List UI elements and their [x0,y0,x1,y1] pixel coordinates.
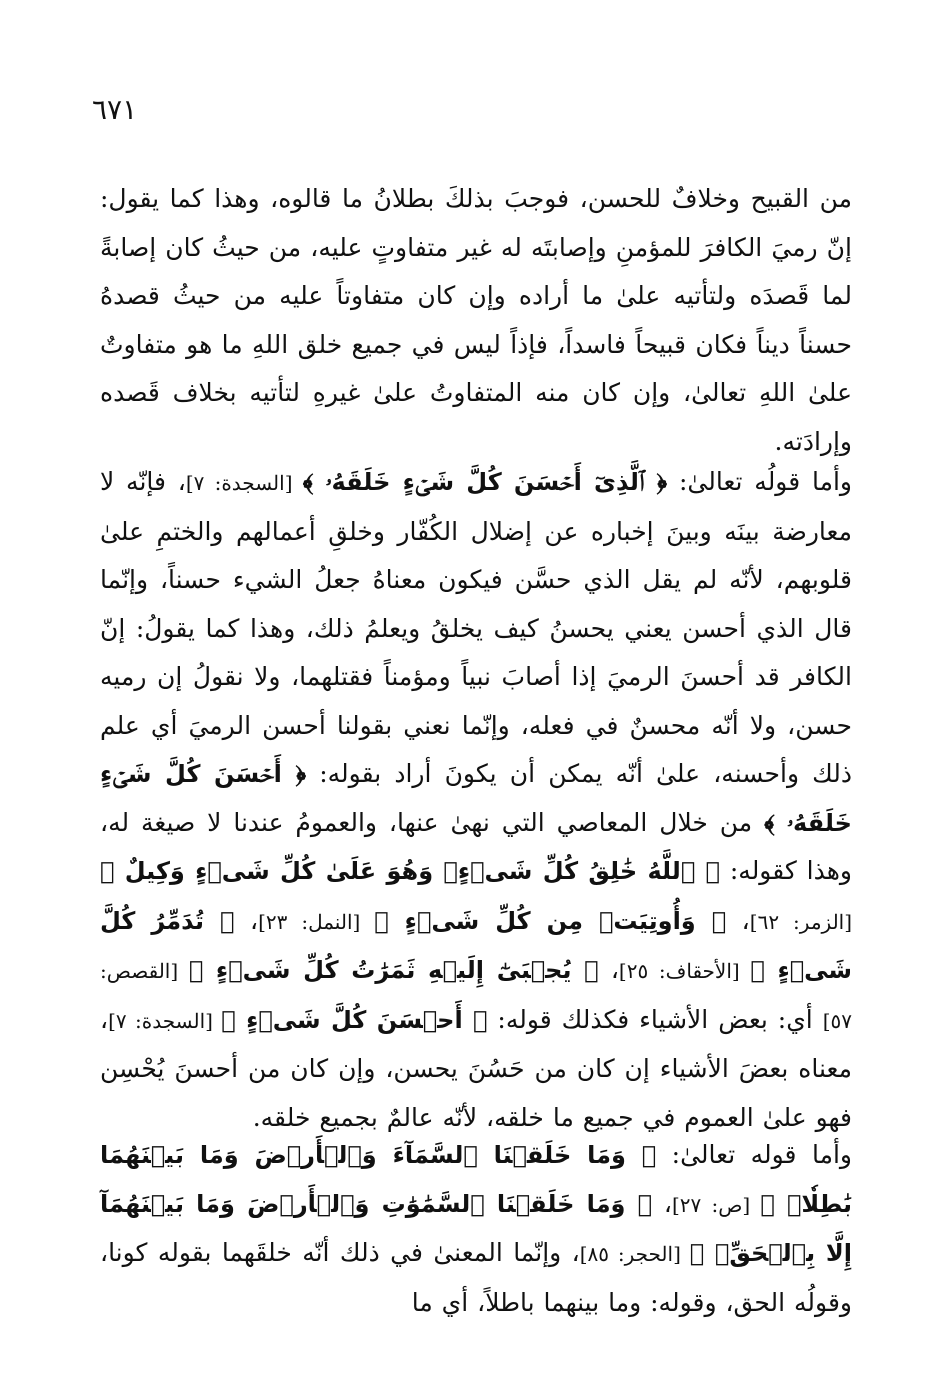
paragraph-2 [100,458,852,1142]
paragraph-2-text: أي: بعض الأشياء فكذلك قوله: [487,1004,823,1034]
quran-verse: ﴿ ٱلَّذِىٓ أَحۡسَنَ كُلَّ شَىۡءٍ خَلَقَهُۥ ﴾ [302,468,668,496]
paragraph-2-text: ، [234,905,259,935]
page-number: ٦٧١ [92,93,138,126]
verse-reference: [السجدة: ٧] [185,471,303,495]
paragraph-3-text: وأما قوله تعالىٰ: [656,1140,852,1169]
verse-reference: [الأحقاف: ٢٥] [618,959,751,983]
quran-verse: ﴿ وَمَا خَلَقۡنَا ٱلسَّمَٰوَٰتِ وَٱلۡأَرۡضَ وَمَا بَيۡنَهُمَآ إِلَّا بِٱلۡحَقِّۗ ﴾ [100,1189,852,1267]
verse-reference: [القصص: ٥٧] [100,959,852,1033]
quran-verse: ﴿ أَحۡسَنَ كُلَّ شَىۡءٍ ﴾ [221,1005,488,1034]
paragraph-3 [100,1131,852,1327]
paragraph-2-text: وأما قولُه تعالىٰ: [667,467,852,496]
paragraph-2-text: ، معناه بعضَ الأشياء إن كان من حَسُنَ يحسن، وإن كان من أحسنَ يُحْسِن فهو علىٰ العموم في جميع ما خلقه، لأنّه عالمٌ بجميع خلقه. [100,1004,852,1132]
paragraph-2-text: من خلال المعاصي التي نهىٰ عنها، والعمومُ عندنا لا صيغة له، وهذا كقوله: [100,807,853,885]
quran-verse: ﴿ يُجۡبَىٰٓ إِلَيۡهِ ثَمَرَٰتُ كُلِّ شَىۡءٍ ﴾ [188,956,599,984]
quran-verse: ﴿ أَحۡسَنَ كُلَّ شَىۡءٍ خَلَقَهُۥ ﴾ [100,760,852,837]
paragraph-2-text: ، [726,905,750,935]
paragraph-3-text: ، وإنّما المعنىٰ في ذلك أنّه خلقَهما بقوله كونا، وقولُه الحق، وقوله: وما بينهما باطلاً، أي ما [100,1238,852,1317]
quran-verse: ﴿ وَمَا خَلَقۡنَا ٱلسَّمَآءَ وَٱلۡأَرۡضَ وَمَا بَيۡنَهُمَا بَٰطِلٗاۚ ﴾ [100,1141,853,1218]
verse-reference: [السجدة: ٧] [108,1008,222,1033]
paragraph-2-text: ، فإنّه لا معارضة بينَه وبينَ إخباره عن إضلال الكُفّار وخلقِ أعمالهم والختمِ علىٰ قلوبهم، لأنّه لم يقل الذي حسَّن فيكون معناهُ جعلُ الشيء حسناً، وإنّما قال الذي أحسن يعني يحسنُ كيف يخلقُ ويعلمُ ذلك، وهذا كما يقولُ: إنّ الكافر قد أحسنَ الرميَ إذا أصابَ نبياً ومؤمناً فقتلهما، ولا نقولُ إن رميه حسن، ولا أنّه محسنٌ في فعله، وإنّما نعني بقولنا أحسن الرميَ أي علم ذلك وأحسنه، علىٰ أنّه يمكن أن يكونَ أراد بقوله: [100,467,852,788]
verse-reference: [الزمر: ٦٢] [749,909,853,934]
quran-verse: ﴿ وَأُوتِيَتۡ مِن كُلِّ شَىۡءٍ ﴾ [374,906,727,935]
paragraph-1: من القبيح وخلافٌ للحسن، فوجبَ بذلكَ بطلانُ ما قالوه، وهذا كما يقول: إنّ رميَ الكافرَ للمؤمنِ وإصابتَه له غير متفاوتٍ عليه، من حيثُ كان إصابةً لما قَصدَه ولتأتيه علىٰ ما أراده وإن كان متفاوتاً عليه من حيثُ قصدهُ حسناً ديناً فكان قبيحاً فاسداً، فإذاً ليس في جميع خلق اللهِ ما هو متفاوتٌ علىٰ اللهِ تعالىٰ، وإن كان منه المتفاوتُ علىٰ غيرهِ لتأتيه بخلاف قَصده وإرادَته. [100,184,852,456]
verse-reference: [ص: ٢٧] [671,1192,761,1217]
paragraph-3-text: ، [652,1188,672,1218]
verse-reference: [النمل: ٢٣] [258,909,375,934]
quran-verse: ﴿ ٱللَّهُ خَٰلِقُ كُلِّ شَىۡءٍۖ وَهُوَ عَلَىٰ كُلِّ شَىۡءٍ وَكِيلٌ ﴾ [100,857,720,885]
quran-verse: ﴿ تُدَمِّرُ كُلَّ شَىۡءٍ ﴾ [100,906,853,984]
verse-reference: [الحجر: ٨٥] [579,1242,690,1266]
paragraph-2-text: ، [598,955,619,984]
